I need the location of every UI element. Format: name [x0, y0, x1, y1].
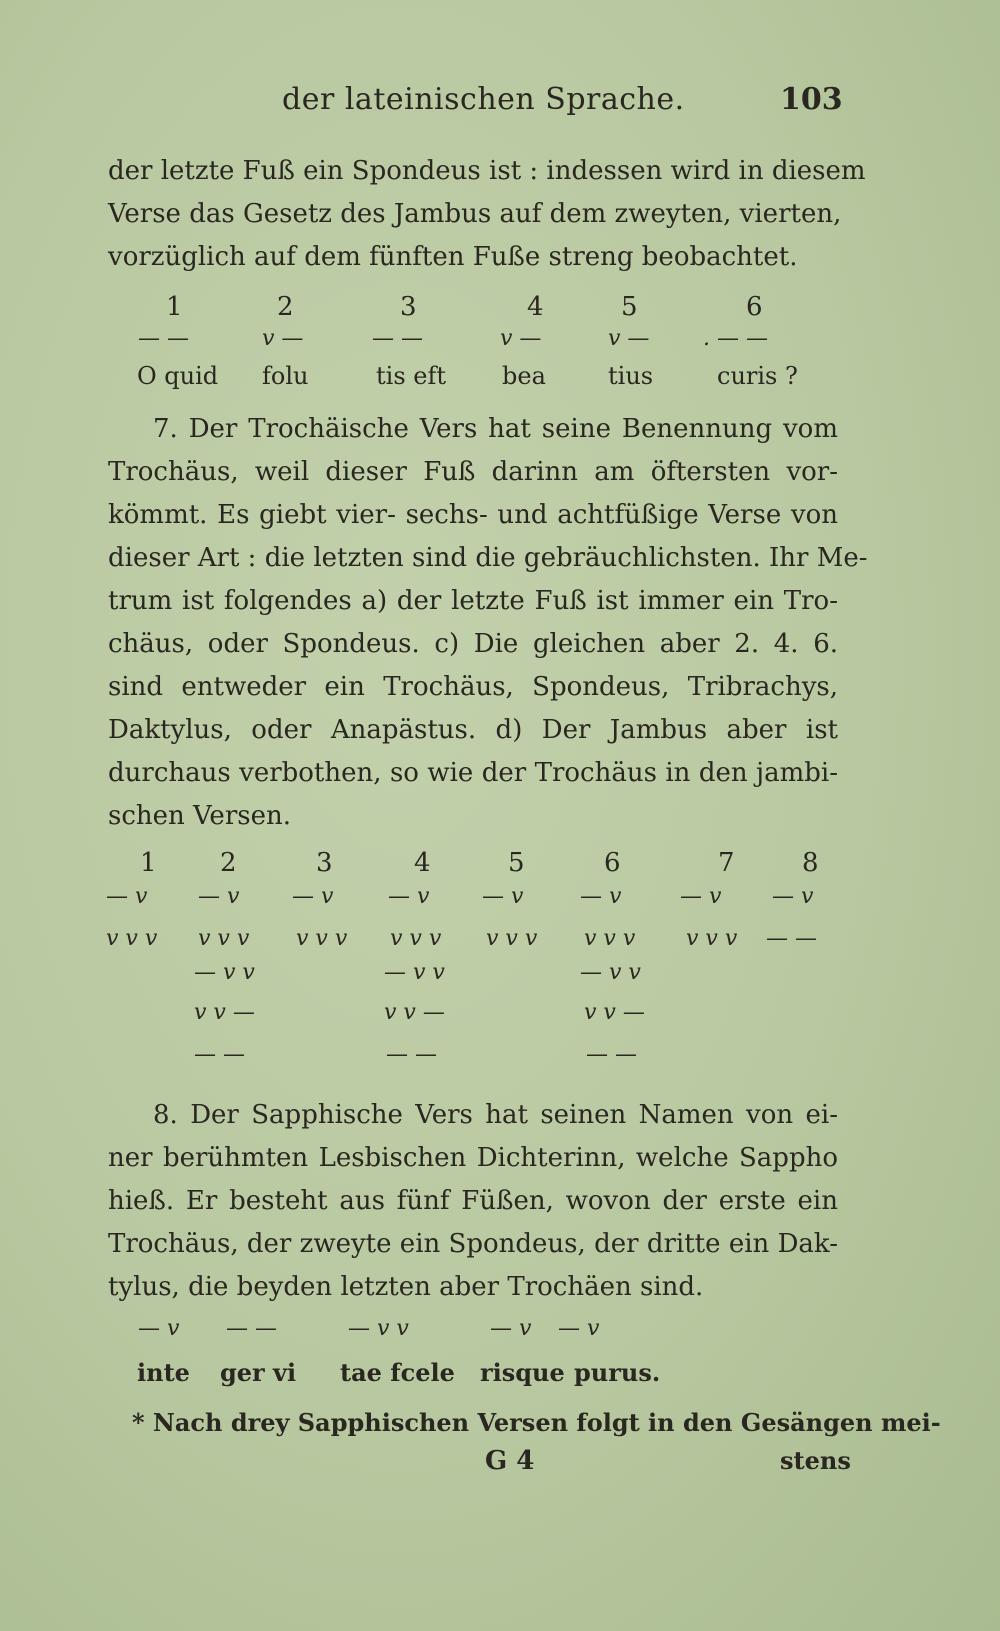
foot-number: 5: [508, 848, 525, 878]
paragraph-8: [108, 1094, 838, 1309]
foot-number: 2: [220, 848, 237, 878]
text-line: Trochäus, der zweyte ein Spondeus, der dritte ein Dak-: [108, 1229, 838, 1259]
text-line: schen Versen.: [108, 801, 291, 831]
foot-number: 8: [802, 848, 819, 878]
meter-mark: v —: [608, 326, 650, 351]
foot-number: 6: [746, 292, 763, 322]
meter-mark: — v v: [580, 960, 641, 985]
text-line: trum ist folgendes a) der letzte Fuß ist immer ein Tro-: [108, 586, 838, 616]
verse-word: inte: [137, 1358, 190, 1387]
foot-number: 1: [140, 848, 157, 878]
text-line: kömmt. Es giebt vier- sechs- und achtfüßige Verse von: [108, 500, 838, 530]
text-line: sind entweder ein Trochäus, Spondeus, Tribrachys,: [108, 672, 838, 702]
verse-word: O quid: [137, 362, 219, 390]
meter-mark: v v v: [486, 926, 538, 951]
text-line: hieß. Er besteht aus fünf Füßen, wovon der erste ein: [108, 1186, 838, 1216]
catchword: stens: [780, 1446, 851, 1475]
foot-number: 5: [621, 292, 638, 322]
meter-mark: — v: [388, 884, 430, 909]
verse-word: tae fcele: [340, 1358, 455, 1387]
meter-mark: v v —: [584, 1000, 645, 1025]
meter-mark: — —: [586, 1042, 637, 1067]
meter-mark: — v: [490, 1316, 532, 1341]
verse-word: purus.: [574, 1358, 661, 1387]
text-line: der letzte Fuß ein Spondeus ist : indessen wird in diesem: [108, 156, 866, 186]
meter-mark: — v: [482, 884, 524, 909]
verse-word: ger vi: [220, 1358, 297, 1387]
verse-word: bea: [502, 362, 546, 390]
verse-word: risque: [480, 1358, 565, 1387]
foot-number: 7: [718, 848, 735, 878]
meter-mark: v v —: [384, 1000, 445, 1025]
foot-number: 3: [316, 848, 333, 878]
meter-mark: v v v: [390, 926, 442, 951]
text-line: ner berühmten Lesbischen Dichterinn, welche Sappho: [108, 1143, 838, 1173]
meter-mark: v v v: [686, 926, 738, 951]
meter-mark: — v v: [348, 1316, 409, 1341]
meter-mark: — —: [138, 326, 189, 351]
meter-mark: v —: [500, 326, 542, 351]
foot-number: 4: [527, 292, 544, 322]
verse-word: folu: [262, 362, 309, 390]
verse-word: curis ?: [717, 362, 798, 390]
meter-mark: . — —: [703, 326, 768, 351]
meter-mark: v v v: [106, 926, 158, 951]
page-number: 103: [780, 82, 843, 117]
meter-mark: — —: [766, 926, 817, 951]
foot-number: 6: [604, 848, 621, 878]
meter-mark: — v: [292, 884, 334, 909]
meter-mark: — v: [198, 884, 240, 909]
text-line: chäus, oder Spondeus. c) Die gleichen aber 2. 4. 6.: [108, 629, 838, 659]
running-header: der lateinischen Sprache.: [282, 82, 685, 117]
meter-mark: — v: [106, 884, 148, 909]
meter-mark: — —: [386, 1042, 437, 1067]
text-line: 7. Der Trochäische Vers hat seine Benennung vom: [153, 414, 838, 444]
paragraph-intro: [108, 150, 866, 279]
meter-mark: — v v: [194, 960, 255, 985]
meter-mark: v v v: [584, 926, 636, 951]
meter-mark: — v: [680, 884, 722, 909]
meter-mark: v —: [262, 326, 304, 351]
text-line: Daktylus, oder Anapästus. d) Der Jambus aber ist: [108, 715, 838, 745]
text-line: Trochäus, weil dieser Fuß darinn am öftersten vor-: [108, 457, 838, 487]
meter-mark: v v v: [198, 926, 250, 951]
meter-mark: — v: [772, 884, 814, 909]
foot-number: 4: [414, 848, 431, 878]
meter-mark: v v —: [194, 1000, 255, 1025]
meter-mark: — —: [372, 326, 423, 351]
text-line: Verse das Gesetz des Jambus auf dem zweyten, vierten,: [108, 199, 842, 229]
meter-mark: — v v: [384, 960, 445, 985]
meter-mark: — v: [138, 1316, 180, 1341]
paragraph-7: [108, 408, 868, 838]
verse-word: tis eft: [376, 362, 446, 390]
verse-word: tius: [608, 362, 654, 390]
foot-number: 1: [166, 292, 183, 322]
text-line: dieser Art : die letzten sind die gebräuchlichsten. Ihr Me-: [108, 543, 868, 573]
text-line: tylus, die beyden letzten aber Trochäen sind.: [108, 1272, 704, 1302]
text-line: durchaus verbothen, so wie der Trochäus in den jambi-: [108, 758, 838, 788]
meter-mark: — v: [580, 884, 622, 909]
meter-mark: v v v: [296, 926, 348, 951]
text-line: 8. Der Sapphische Vers hat seinen Namen von ei-: [153, 1100, 838, 1130]
meter-mark: — v: [558, 1316, 600, 1341]
meter-mark: — —: [226, 1316, 277, 1341]
signature-mark: G 4: [485, 1446, 535, 1476]
footnote: * Nach drey Sapphischen Versen folgt in den Gesängen mei-: [132, 1408, 941, 1437]
text-line: vorzüglich auf dem fünften Fuße streng beobachtet.: [108, 242, 798, 272]
meter-mark: — —: [194, 1042, 245, 1067]
foot-number: 3: [400, 292, 417, 322]
foot-number: 2: [277, 292, 294, 322]
